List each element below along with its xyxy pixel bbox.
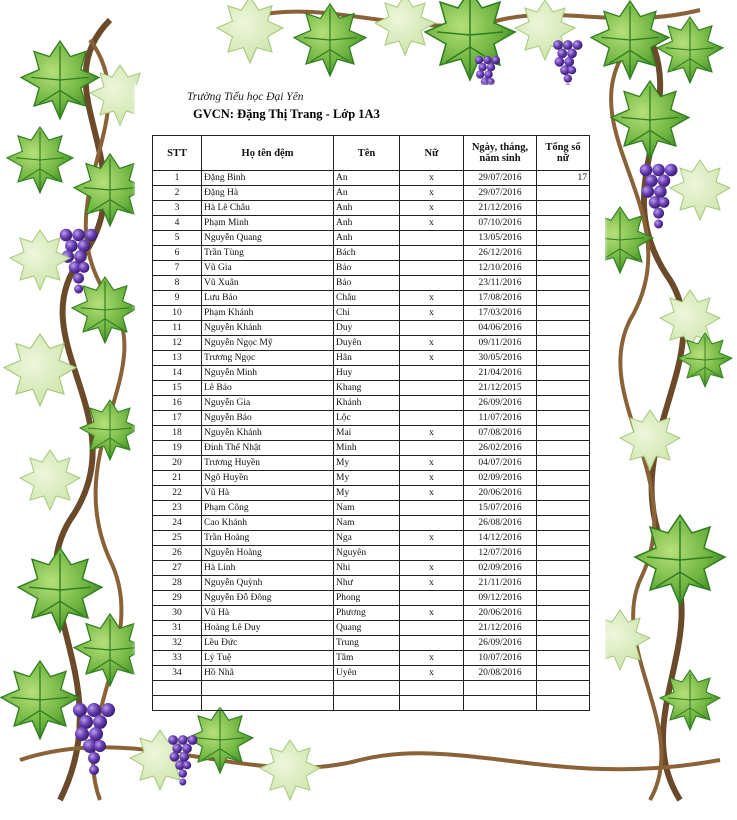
cell-stt: 20 xyxy=(153,456,202,471)
cell-stt: 32 xyxy=(153,636,202,651)
cell-nu xyxy=(400,516,464,531)
cell-tong-so-nu xyxy=(537,306,590,321)
cell-nu: x xyxy=(400,576,464,591)
cell-nu: x xyxy=(400,666,464,681)
cell-tong-so-nu xyxy=(537,231,590,246)
cell-stt: 24 xyxy=(153,516,202,531)
cell-ngay-sinh: 09/11/2016 xyxy=(464,336,537,351)
roster-body xyxy=(153,171,590,711)
cell-ho-ten-dem: Nguyễn Khánh xyxy=(202,321,334,336)
table-row xyxy=(153,441,590,456)
cell-ten: Trung xyxy=(334,636,400,651)
cell-tong-so-nu xyxy=(537,531,590,546)
table-row xyxy=(153,531,590,546)
cell-ten: Mai xyxy=(334,426,400,441)
cell-nu: x xyxy=(400,426,464,441)
cell-ho-ten-dem: Ngô Huyền xyxy=(202,471,334,486)
empty-cell xyxy=(153,681,202,696)
cell-tong-so-nu xyxy=(537,366,590,381)
cell-ho-ten-dem: Phạm Khánh xyxy=(202,306,334,321)
cell-tong-so-nu xyxy=(537,621,590,636)
cell-ho-ten-dem: Nguyễn Gia xyxy=(202,396,334,411)
cell-ho-ten-dem: Phạm Minh xyxy=(202,216,334,231)
cell-tong-so-nu xyxy=(537,276,590,291)
cell-ngay-sinh: 20/06/2016 xyxy=(464,486,537,501)
empty-cell xyxy=(464,681,537,696)
cell-ngay-sinh: 20/08/2016 xyxy=(464,666,537,681)
cell-ngay-sinh: 26/12/2016 xyxy=(464,246,537,261)
cell-ho-ten-dem: Cao Khánh xyxy=(202,516,334,531)
cell-ten: Khánh xyxy=(334,396,400,411)
cell-tong-so-nu xyxy=(537,591,590,606)
cell-stt: 12 xyxy=(153,336,202,351)
empty-cell xyxy=(202,696,334,711)
cell-nu xyxy=(400,546,464,561)
cell-tong-so-nu xyxy=(537,651,590,666)
cell-nu: x xyxy=(400,651,464,666)
table-row xyxy=(153,246,590,261)
cell-ngay-sinh: 02/09/2016 xyxy=(464,561,537,576)
cell-ngay-sinh: 07/10/2016 xyxy=(464,216,537,231)
cell-ho-ten-dem: Phạm Công xyxy=(202,501,334,516)
cell-nu: x xyxy=(400,306,464,321)
table-row xyxy=(153,426,590,441)
table-row xyxy=(153,261,590,276)
cell-ten: Châu xyxy=(334,291,400,306)
cell-ho-ten-dem: Hà Linh xyxy=(202,561,334,576)
cell-nu xyxy=(400,591,464,606)
table-row xyxy=(153,501,590,516)
cell-tong-so-nu xyxy=(537,411,590,426)
table-row xyxy=(153,546,590,561)
table-row xyxy=(153,606,590,621)
cell-stt: 30 xyxy=(153,606,202,621)
cell-ho-ten-dem: Nguyễn Khánh xyxy=(202,426,334,441)
cell-stt: 6 xyxy=(153,246,202,261)
cell-ho-ten-dem: Đặng Hà xyxy=(202,186,334,201)
empty-table-row xyxy=(153,696,590,711)
cell-ten: Khang xyxy=(334,381,400,396)
cell-stt: 7 xyxy=(153,261,202,276)
cell-nu xyxy=(400,501,464,516)
cell-tong-so-nu xyxy=(537,426,590,441)
cell-nu xyxy=(400,246,464,261)
cell-ho-ten-dem: Trần Tùng xyxy=(202,246,334,261)
table-row xyxy=(153,621,590,636)
cell-nu xyxy=(400,411,464,426)
cell-ngay-sinh: 12/10/2016 xyxy=(464,261,537,276)
cell-ho-ten-dem: Hồ Nhã xyxy=(202,666,334,681)
cell-nu xyxy=(400,366,464,381)
cell-tong-so-nu xyxy=(537,666,590,681)
cell-ngay-sinh: 23/11/2016 xyxy=(464,276,537,291)
cell-stt: 31 xyxy=(153,621,202,636)
cell-tong-so-nu xyxy=(537,606,590,621)
cell-stt: 21 xyxy=(153,471,202,486)
table-row xyxy=(153,486,590,501)
cell-tong-so-nu xyxy=(537,336,590,351)
table-header-row xyxy=(153,136,590,171)
col-header-stt: STT xyxy=(153,136,202,171)
cell-nu xyxy=(400,231,464,246)
class-roster-sheet xyxy=(135,85,605,707)
empty-cell xyxy=(537,696,590,711)
cell-ten: Bách xyxy=(334,246,400,261)
col-header-nu: Nữ xyxy=(400,136,464,171)
cell-ho-ten-dem: Trương Ngọc xyxy=(202,351,334,366)
cell-ten: Nga xyxy=(334,531,400,546)
cell-stt: 9 xyxy=(153,291,202,306)
cell-nu xyxy=(400,276,464,291)
table-row xyxy=(153,636,590,651)
empty-cell xyxy=(202,681,334,696)
cell-ten: Lộc xyxy=(334,411,400,426)
cell-ho-ten-dem: Đặng Bình xyxy=(202,171,334,186)
cell-tong-so-nu xyxy=(537,546,590,561)
cell-nu: x xyxy=(400,561,464,576)
cell-ngay-sinh: 26/02/2016 xyxy=(464,441,537,456)
cell-ten: Nhi xyxy=(334,561,400,576)
cell-ten: My xyxy=(334,486,400,501)
cell-ho-ten-dem: Nguyễn Quang xyxy=(202,231,334,246)
cell-stt: 29 xyxy=(153,591,202,606)
cell-ten: Anh xyxy=(334,201,400,216)
cell-ten: My xyxy=(334,456,400,471)
cell-tong-so-nu xyxy=(537,456,590,471)
cell-ten: Nguyên xyxy=(334,546,400,561)
cell-nu: x xyxy=(400,531,464,546)
cell-nu: x xyxy=(400,456,464,471)
table-row xyxy=(153,666,590,681)
cell-ho-ten-dem: Lê Bảo xyxy=(202,381,334,396)
cell-ho-ten-dem: Hoàng Lê Duy xyxy=(202,621,334,636)
cell-stt: 23 xyxy=(153,501,202,516)
cell-stt: 16 xyxy=(153,396,202,411)
cell-ho-ten-dem: Nguyễn Bảo xyxy=(202,411,334,426)
cell-stt: 1 xyxy=(153,171,202,186)
cell-nu: x xyxy=(400,186,464,201)
cell-tong-so-nu xyxy=(537,291,590,306)
cell-stt: 22 xyxy=(153,486,202,501)
cell-nu: x xyxy=(400,486,464,501)
cell-stt: 17 xyxy=(153,411,202,426)
cell-stt: 26 xyxy=(153,546,202,561)
cell-ngay-sinh: 04/07/2016 xyxy=(464,456,537,471)
cell-stt: 15 xyxy=(153,381,202,396)
cell-ten: Uyên xyxy=(334,666,400,681)
cell-ten: Duy xyxy=(334,321,400,336)
table-row xyxy=(153,291,590,306)
cell-tong-so-nu xyxy=(537,471,590,486)
table-row xyxy=(153,381,590,396)
cell-stt: 18 xyxy=(153,426,202,441)
table-row xyxy=(153,321,590,336)
table-row xyxy=(153,471,590,486)
table-row xyxy=(153,516,590,531)
col-header-ten: Tên xyxy=(334,136,400,171)
table-row xyxy=(153,651,590,666)
cell-ten: An xyxy=(334,186,400,201)
cell-ngay-sinh: 21/12/2016 xyxy=(464,201,537,216)
table-row xyxy=(153,306,590,321)
cell-ten: Duyên xyxy=(334,336,400,351)
cell-ten: Phương xyxy=(334,606,400,621)
empty-cell xyxy=(400,681,464,696)
empty-table-row xyxy=(153,681,590,696)
cell-nu xyxy=(400,321,464,336)
cell-ngay-sinh: 04/06/2016 xyxy=(464,321,537,336)
cell-ho-ten-dem: Vũ Hà xyxy=(202,486,334,501)
cell-ten: An xyxy=(334,171,400,186)
cell-stt: 33 xyxy=(153,651,202,666)
table-row xyxy=(153,456,590,471)
cell-nu xyxy=(400,381,464,396)
table-row xyxy=(153,396,590,411)
cell-ten: Bảo xyxy=(334,261,400,276)
cell-stt: 10 xyxy=(153,306,202,321)
cell-ngay-sinh: 29/07/2016 xyxy=(464,186,537,201)
cell-ngay-sinh: 09/12/2016 xyxy=(464,591,537,606)
cell-nu: x xyxy=(400,216,464,231)
table-row xyxy=(153,576,590,591)
cell-tong-so-nu xyxy=(537,381,590,396)
cell-stt: 19 xyxy=(153,441,202,456)
cell-ho-ten-dem: Trương Huyền xyxy=(202,456,334,471)
cell-tong-so-nu: 17 xyxy=(537,171,590,186)
cell-ngay-sinh: 02/09/2016 xyxy=(464,471,537,486)
table-row xyxy=(153,411,590,426)
cell-ho-ten-dem: Vũ Hà xyxy=(202,606,334,621)
cell-tong-so-nu xyxy=(537,576,590,591)
cell-ho-ten-dem: Trần Hoàng xyxy=(202,531,334,546)
table-row xyxy=(153,336,590,351)
cell-nu: x xyxy=(400,336,464,351)
school-name: Trường Tiểu học Đại Yên xyxy=(187,91,304,103)
cell-tong-so-nu xyxy=(537,636,590,651)
cell-stt: 4 xyxy=(153,216,202,231)
cell-tong-so-nu xyxy=(537,321,590,336)
cell-nu xyxy=(400,261,464,276)
cell-stt: 25 xyxy=(153,531,202,546)
cell-tong-so-nu xyxy=(537,516,590,531)
cell-stt: 5 xyxy=(153,231,202,246)
cell-ho-ten-dem: Nguyễn Hoàng xyxy=(202,546,334,561)
cell-ngay-sinh: 26/09/2016 xyxy=(464,396,537,411)
cell-ngay-sinh: 14/12/2016 xyxy=(464,531,537,546)
table-row xyxy=(153,216,590,231)
cell-ngay-sinh: 21/11/2016 xyxy=(464,576,537,591)
cell-nu: x xyxy=(400,171,464,186)
cell-ngay-sinh: 13/05/2016 xyxy=(464,231,537,246)
cell-ngay-sinh: 20/06/2016 xyxy=(464,606,537,621)
cell-ngay-sinh: 07/08/2016 xyxy=(464,426,537,441)
cell-tong-so-nu xyxy=(537,501,590,516)
cell-stt: 27 xyxy=(153,561,202,576)
cell-nu: x xyxy=(400,351,464,366)
cell-nu: x xyxy=(400,291,464,306)
table-row xyxy=(153,591,590,606)
cell-ho-ten-dem: Nguyễn Minh xyxy=(202,366,334,381)
cell-ten: Nam xyxy=(334,516,400,531)
table-row xyxy=(153,171,590,186)
cell-ngay-sinh: 26/09/2016 xyxy=(464,636,537,651)
cell-nu: x xyxy=(400,471,464,486)
cell-ngay-sinh: 21/12/2015 xyxy=(464,381,537,396)
table-row xyxy=(153,276,590,291)
empty-cell xyxy=(334,681,400,696)
cell-ngay-sinh: 12/07/2016 xyxy=(464,546,537,561)
cell-ngay-sinh: 11/07/2016 xyxy=(464,411,537,426)
table-row xyxy=(153,351,590,366)
cell-tong-so-nu xyxy=(537,246,590,261)
cell-stt: 34 xyxy=(153,666,202,681)
cell-tong-so-nu xyxy=(537,186,590,201)
cell-tong-so-nu xyxy=(537,216,590,231)
cell-ngay-sinh: 21/12/2016 xyxy=(464,621,537,636)
cell-stt: 3 xyxy=(153,201,202,216)
cell-ten: Tâm xyxy=(334,651,400,666)
cell-nu: x xyxy=(400,201,464,216)
cell-ten: My xyxy=(334,471,400,486)
cell-ngay-sinh: 15/07/2016 xyxy=(464,501,537,516)
cell-ten: Huy xyxy=(334,366,400,381)
cell-ngay-sinh: 10/07/2016 xyxy=(464,651,537,666)
cell-ho-ten-dem: Lưu Bảo xyxy=(202,291,334,306)
cell-stt: 11 xyxy=(153,321,202,336)
empty-cell xyxy=(153,696,202,711)
cell-ten: Như xyxy=(334,576,400,591)
empty-cell xyxy=(537,681,590,696)
cell-ngay-sinh: 17/08/2016 xyxy=(464,291,537,306)
cell-nu xyxy=(400,636,464,651)
col-header-ho-ten-dem: Họ tên đệm xyxy=(202,136,334,171)
table-row xyxy=(153,201,590,216)
table-row xyxy=(153,186,590,201)
cell-stt: 2 xyxy=(153,186,202,201)
empty-cell xyxy=(400,696,464,711)
cell-ten: Chi xyxy=(334,306,400,321)
cell-ngay-sinh: 21/04/2016 xyxy=(464,366,537,381)
cell-tong-so-nu xyxy=(537,261,590,276)
cell-stt: 13 xyxy=(153,351,202,366)
cell-nu: x xyxy=(400,606,464,621)
cell-ten: Anh xyxy=(334,216,400,231)
student-roster-table xyxy=(152,135,590,711)
cell-ho-ten-dem: Hà Lê Châu xyxy=(202,201,334,216)
teacher-class-title: GVCN: Đặng Thị Trang - Lớp 1A3 xyxy=(193,107,380,121)
table-row xyxy=(153,561,590,576)
empty-cell xyxy=(334,696,400,711)
cell-ho-ten-dem: Vũ Gia xyxy=(202,261,334,276)
cell-ten: Minh xyxy=(334,441,400,456)
cell-ho-ten-dem: Nguyễn Ngọc Mỹ xyxy=(202,336,334,351)
cell-stt: 28 xyxy=(153,576,202,591)
cell-ho-ten-dem: Vũ Xuân xyxy=(202,276,334,291)
cell-tong-so-nu xyxy=(537,561,590,576)
cell-stt: 14 xyxy=(153,366,202,381)
cell-ten: Quang xyxy=(334,621,400,636)
cell-ho-ten-dem: Lý Tuệ xyxy=(202,651,334,666)
cell-tong-so-nu xyxy=(537,351,590,366)
cell-ngay-sinh: 29/07/2016 xyxy=(464,171,537,186)
cell-ngay-sinh: 26/08/2016 xyxy=(464,516,537,531)
cell-ten: Anh xyxy=(334,231,400,246)
cell-ho-ten-dem: Đinh Thế Nhật xyxy=(202,441,334,456)
cell-ho-ten-dem: Nguyễn Quỳnh xyxy=(202,576,334,591)
col-header-ngay-sinh: Ngày, tháng, năm sinh xyxy=(464,136,537,171)
cell-ten: Bảo xyxy=(334,276,400,291)
cell-ten: Nam xyxy=(334,501,400,516)
cell-tong-so-nu xyxy=(537,396,590,411)
cell-stt: 8 xyxy=(153,276,202,291)
cell-ho-ten-dem: Nguyễn Đỗ Đông xyxy=(202,591,334,606)
cell-nu xyxy=(400,396,464,411)
cell-ten: Hân xyxy=(334,351,400,366)
cell-tong-so-nu xyxy=(537,441,590,456)
cell-nu xyxy=(400,441,464,456)
cell-ho-ten-dem: Lều Đức xyxy=(202,636,334,651)
cell-nu xyxy=(400,621,464,636)
cell-ngay-sinh: 30/05/2016 xyxy=(464,351,537,366)
col-header-tong-so-nu: Tổng số nữ xyxy=(537,136,590,171)
table-row xyxy=(153,231,590,246)
table-row xyxy=(153,366,590,381)
cell-tong-so-nu xyxy=(537,486,590,501)
cell-ten: Phong xyxy=(334,591,400,606)
cell-ngay-sinh: 17/03/2016 xyxy=(464,306,537,321)
cell-tong-so-nu xyxy=(537,201,590,216)
empty-cell xyxy=(464,696,537,711)
